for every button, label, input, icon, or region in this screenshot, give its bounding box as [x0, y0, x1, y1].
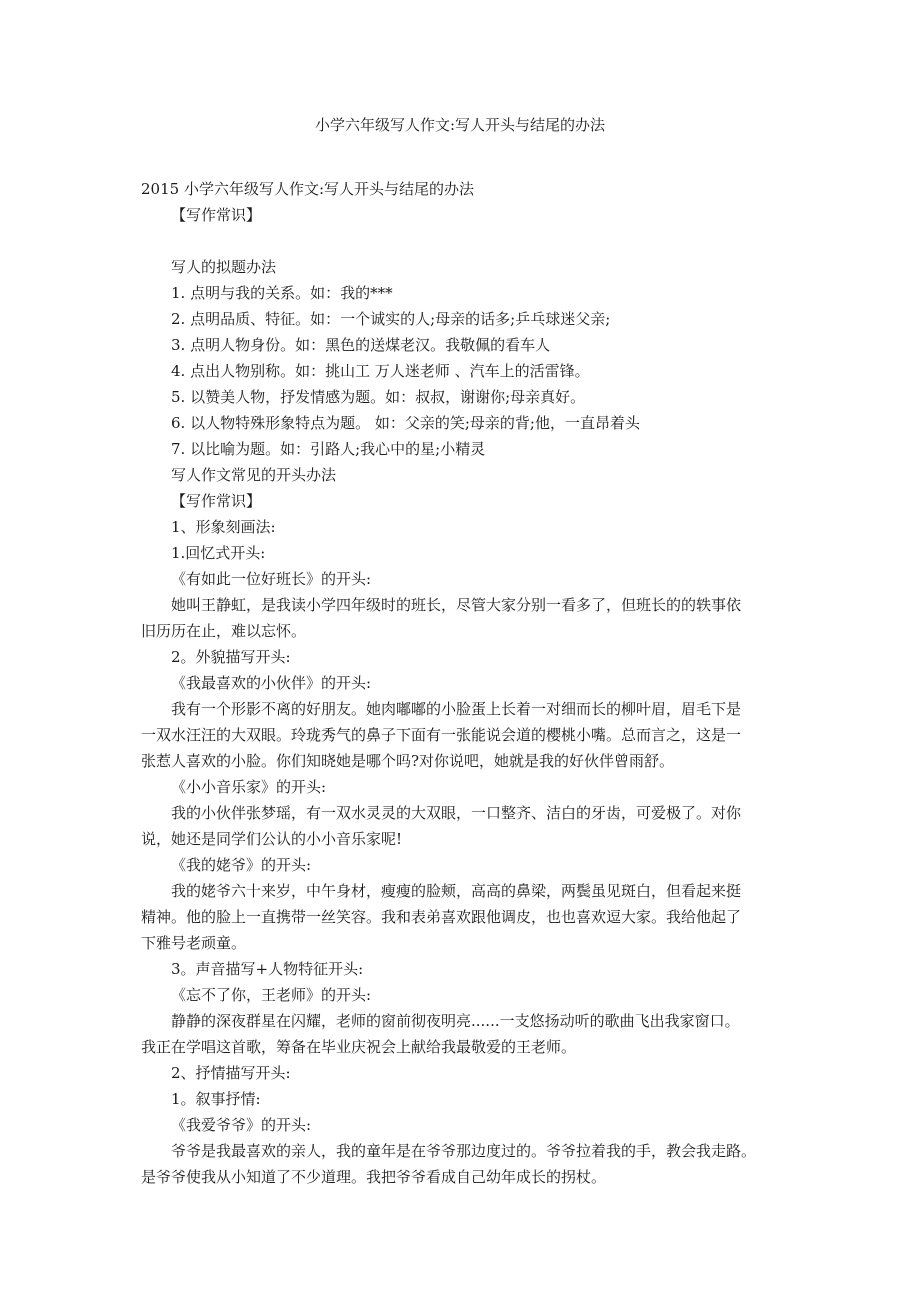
sub-method-heading: 2。外貌描写开头: — [171, 648, 291, 666]
example-title: 《忘不了你，王老师》的开头: — [171, 986, 372, 1004]
blank-line — [141, 228, 781, 254]
paragraph-line: 静静的深夜群星在闪耀，老师的窗前彻夜明亮......一支悠扬动听的歌曲飞出我家窗口。 — [171, 1012, 740, 1030]
example-title: 《我爱爷爷》的开头: — [171, 1116, 312, 1134]
section-tag: 【写作常识】 — [171, 206, 262, 224]
list-item: 5. 以赞美人物，抒发情感为题。如：叔叔，谢谢你;母亲真好。 — [171, 388, 586, 406]
list-item: 1. 点明与我的关系。如：我的*** — [171, 284, 393, 302]
sub-method-heading: 1.回忆式开头: — [171, 544, 266, 562]
paragraph-line: 我有一个形影不离的好朋友。她肉嘟嘟的小脸蛋上长着一对细而长的柳叶眉，眉毛下是 — [171, 700, 742, 718]
paragraph-line: 旧历历在止，难以忘怀。 — [141, 622, 307, 640]
article-body — [141, 202, 781, 1190]
page-title: 小学六年级写人作文:写人开头与结尾的办法 — [314, 116, 606, 134]
method-heading: 2、抒情描写开头: — [171, 1064, 291, 1082]
paragraph-line: 我正在学唱这首歌，筹备在毕业庆祝会上献给我最敬爱的王老师。 — [141, 1038, 577, 1056]
sub-method-heading: 3。声音描写+人物特征开头: — [171, 960, 364, 978]
list-item: 3. 点明人物身份。如：黑色的送煤老汉。我敬佩的看车人 — [171, 336, 551, 354]
paragraph-line: 一双水汪汪的大双眼。玲珑秀气的鼻子下面有一张能说会道的樱桃小嘴。总而言之，这是一 — [141, 726, 742, 744]
list-item: 6. 以人物特殊形象特点为题。 如：父亲的笑;母亲的背;他，一直昂着头 — [171, 414, 640, 432]
paragraph-line: 我的小伙伴张梦瑶，有一双水灵灵的大双眼，一口整齐、洁白的牙齿，可爱极了。对你 — [171, 804, 742, 822]
paragraph-line: 我的姥爷六十来岁，中午身材，瘦瘦的脸颊，高高的鼻梁，两鬓虽见斑白，但看起来挺 — [171, 882, 742, 900]
example-title: 《我最喜欢的小伙伴》的开头: — [171, 674, 372, 692]
sub-method-heading: 1。叙事抒情: — [171, 1090, 261, 1108]
paragraph-line: 是爷爷使我从小知道了不少道理。我把爷爷看成自己幼年成长的拐杖。 — [141, 1168, 607, 1186]
article-heading: 2015 小学六年级写人作文:写人开头与结尾的办法 — [141, 180, 474, 198]
section-title: 写人作文常见的开头办法 — [171, 466, 337, 484]
paragraph-line: 说，她还是同学们公认的小小音乐家呢! — [141, 830, 403, 848]
section-title: 写人的拟题办法 — [171, 258, 277, 276]
section-tag: 【写作常识】 — [171, 492, 262, 510]
example-title: 《小小音乐家》的开头: — [171, 778, 327, 796]
paragraph-line: 下雅号老顽童。 — [141, 934, 247, 952]
list-item: 2. 点明品质、特征。如：一个诚实的人;母亲的话多;乒乓球迷父亲; — [171, 310, 611, 328]
list-item: 4. 点出人物别称。如：挑山工 万人迷老师 、汽车上的活雷锋。 — [171, 362, 590, 380]
example-title: 《我的姥爷》的开头: — [171, 856, 312, 874]
paragraph-line: 张惹人喜欢的小脸。你们知晓她是哪个吗?对你说吧，她就是我的好伙伴曾雨舒。 — [141, 752, 675, 770]
paragraph-line: 她叫王静虹，是我读小学四年级时的班长，尽管大家分别一看多了，但班长的的轶事依 — [171, 596, 742, 614]
list-item: 7. 以比喻为题。如：引路人;我心中的星;小精灵 — [171, 440, 486, 458]
example-title: 《有如此一位好班长》的开头: — [171, 570, 372, 588]
method-heading: 1、形象刻画法: — [171, 518, 276, 536]
paragraph-line: 精神。他的脸上一直携带一丝笑容。我和表弟喜欢跟他调皮，也也喜欢逗大家。我给他起了 — [141, 908, 742, 926]
paragraph-line: 爷爷是我最喜欢的亲人，我的童年是在爷爷那边度过的。爷爷拉着我的手，教会我走路。 — [171, 1142, 757, 1160]
